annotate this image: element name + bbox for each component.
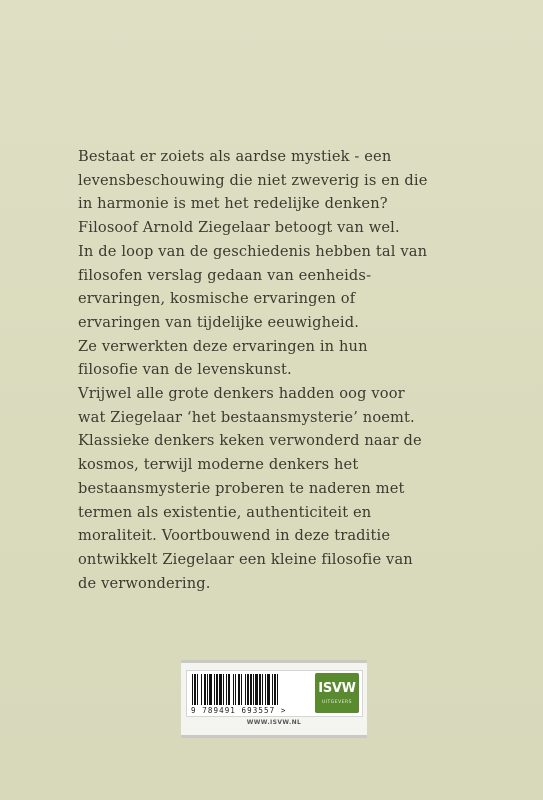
- blurb-line: wat Ziegelaar ‘het bestaansmysterie’ noemt.: [78, 408, 415, 426]
- barcode-label: [186, 670, 363, 717]
- publisher-logo-subtext: UITGEVERS: [321, 700, 353, 705]
- blurb-line: ervaringen van tijdelijke eeuwigheid.: [78, 313, 360, 331]
- blurb-line: Vrijwel alle grote denkers hadden oog voor: [78, 385, 405, 403]
- blurb-text: [78, 145, 508, 595]
- blurb-line: filosofen verslag gedaan van eenheids-: [78, 266, 372, 284]
- blurb-line: In de loop van de geschiedenis hebben tal van: [78, 242, 428, 260]
- blurb-line: de verwondering.: [78, 574, 211, 592]
- blurb-line: Klassieke denkers keken verwonderd naar de: [78, 432, 422, 450]
- blurb-line: levensbeschouwing die niet zweverig is en die: [78, 171, 428, 189]
- blurb-line: moraliteit. Voortbouwend in deze traditie: [78, 527, 391, 545]
- blurb-line: bestaansmysterie proberen te naderen met: [78, 479, 405, 497]
- blurb-line: Filosoof Arnold Ziegelaar betoogt van wel.: [78, 219, 400, 237]
- blurb-line: ervaringen, kosmische ervaringen of: [78, 290, 356, 308]
- blurb-line: filosofie van de levenskunst.: [78, 361, 292, 379]
- blurb-line: termen als existentie, authenticiteit en: [78, 503, 372, 521]
- publisher-url: WWW.ISVW.NL: [246, 719, 302, 726]
- blurb-line: Ze verwerkten deze ervaringen in hun: [78, 337, 368, 355]
- publisher-logo-text: ISVW: [318, 681, 356, 696]
- blurb-line: ontwikkelt Ziegelaar een kleine filosofie van: [78, 550, 413, 568]
- barcode-panel: [181, 660, 367, 738]
- blurb-line: Bestaat er zoiets als aardse mystiek - een: [78, 148, 392, 165]
- blurb-line: kosmos, terwijl moderne denkers het: [78, 456, 359, 474]
- isbn-digits: 9 789491 693557 >: [191, 706, 287, 715]
- blurb-line: in harmonie is met het redelijke denken?: [78, 195, 388, 213]
- barcode-icon: [191, 674, 309, 706]
- publisher-logo: [315, 673, 359, 713]
